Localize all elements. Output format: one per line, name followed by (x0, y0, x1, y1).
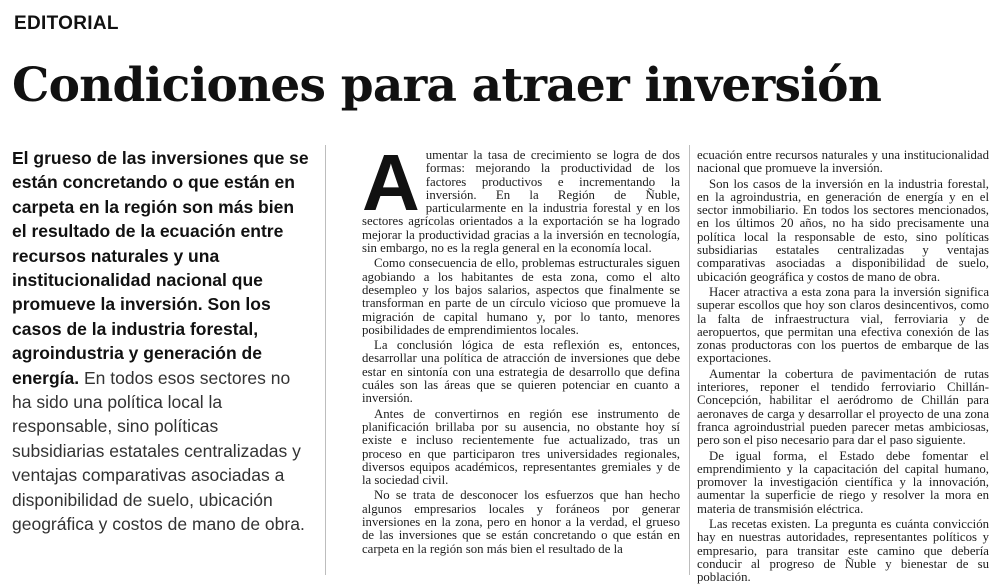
body-paragraph: Aumentar la tasa de crecimiento se logra de dos formas: mejorando la productividad de los factores productivos e incrementando la inversión. En la Región de Ñuble, particularmente en la industria forestal y en los sectores agrícolas orientados a la exportación se ha logrado mejorar la productividad gracias a la inversión en tecnología, sin embargo, no es la regla general en la economía local. (362, 138, 680, 256)
body-paragraph: No se trata de desconocer los esfuerzos que han hecho algunos empresarios locales y foráneos por generar inversiones en la zona, pero en honor a la verdad, el grueso de las inversiones que se están concretando o que están en carpeta en la región son más bien el resultado de la (362, 488, 680, 556)
column-divider (689, 145, 690, 575)
body-paragraph: Hacer atractiva a esta zona para la inversión significa superar escollos que hoy son claros desincentivos, como la falta de infraestructura vial, ferroviaria y de aeropuertos, que permitan una efectiva conexión de las zonas productoras con los puertos de embarque de las exportaciones. (697, 284, 989, 366)
lead-regular-text: En todos esos sectores no ha sido una política local la responsable, sino políticas subsidiarias estatales centralizadas y ventajas comparativas asociadas a disponibilidad de suelo, ubicación geográfica y costos de mano de obra. (12, 367, 305, 535)
body-paragraph: De igual forma, el Estado debe fomentar el emprendimiento y la capacitación del capital humano, promover la investigación científica y la innovación, aumentar la superficie de riego y resolver la mora en materia de transmisión eléctrica. (697, 448, 989, 516)
body-paragraph: Antes de convertirnos en región ese instrumento de planificación brillaba por su ausencia, no obstante hoy sí existe e incluso recientemente fue actualizado, tras un proceso en que participaron tres universidades regionales, diversos equipos académicos, representantes gremiales y de la sociedad civil. (362, 406, 680, 488)
lead-strong-text: El grueso de las inversiones que se están concretando o que están en carpeta en la región son más bien el resultado de la ecuación entre recursos naturales y una institucionalidad nacional que promueve la inversión. Son los casos de la industria forestal, agroindustria y generación de energía. (12, 148, 309, 388)
body-column-1 (362, 138, 680, 577)
body-paragraph: ecuación entre recursos naturales y una institucionalidad nacional que promueve la inversión. (697, 148, 989, 176)
lead-paragraph (12, 146, 312, 576)
headline: Condiciones para atraer inversión (12, 58, 882, 113)
body-column-2 (697, 148, 989, 585)
drop-cap: A (362, 138, 420, 227)
body-paragraph: Son los casos de la inversión en la industria forestal, en la agroindustria, en generación de energía y en el sector inmobiliario. En todos los sectores mencionados, en los últimos 20 años, no ha sido precisamente una política local la responsable de esto, sino políticas subsidiarias estatales centralizadas y ventajas comparativas asociadas a disponibilidad de suelo, ubicación geográfica y costos de mano de obra. (697, 176, 989, 284)
body-paragraph: La conclusión lógica de esta reflexión es, entonces, desarrollar una política de atracción de inversiones que debe estar en sintonía con una estrategia de desarrollo que defina cuáles son las áreas que se quieren potenciar en cuanto a inversión. (362, 338, 680, 406)
body-paragraph: Como consecuencia de ello, problemas estructurales siguen agobiando a los habitantes de esta zona, como el alto desempleo y los bajos salarios, aspectos que finalmente se transforman en parte de un círculo vicioso que promueve la migración de capital humano y, por lo tanto, menores posibilidades de emprendimientos locales. (362, 256, 680, 337)
column-divider (325, 145, 326, 575)
body-paragraph: Las recetas existen. La pregunta es cuánta convicción hay en nuestras autoridades, representantes políticos y empresario, para transitar este camino que debería conducir al progreso de Ñuble y bienestar de su población. (697, 517, 989, 585)
section-label: EDITORIAL (14, 13, 119, 34)
body-paragraph: Aumentar la cobertura de pavimentación de rutas interiores, reponer el tendido ferroviario Chillán-Concepción, habilitar el aeródromo de Chillán para aeronaves de carga y desarrollar el proyecto de una zona franca agroindustrial pueden parecer metas ambiciosas, pero son el piso necesario para dar el paso siguiente. (697, 366, 989, 448)
